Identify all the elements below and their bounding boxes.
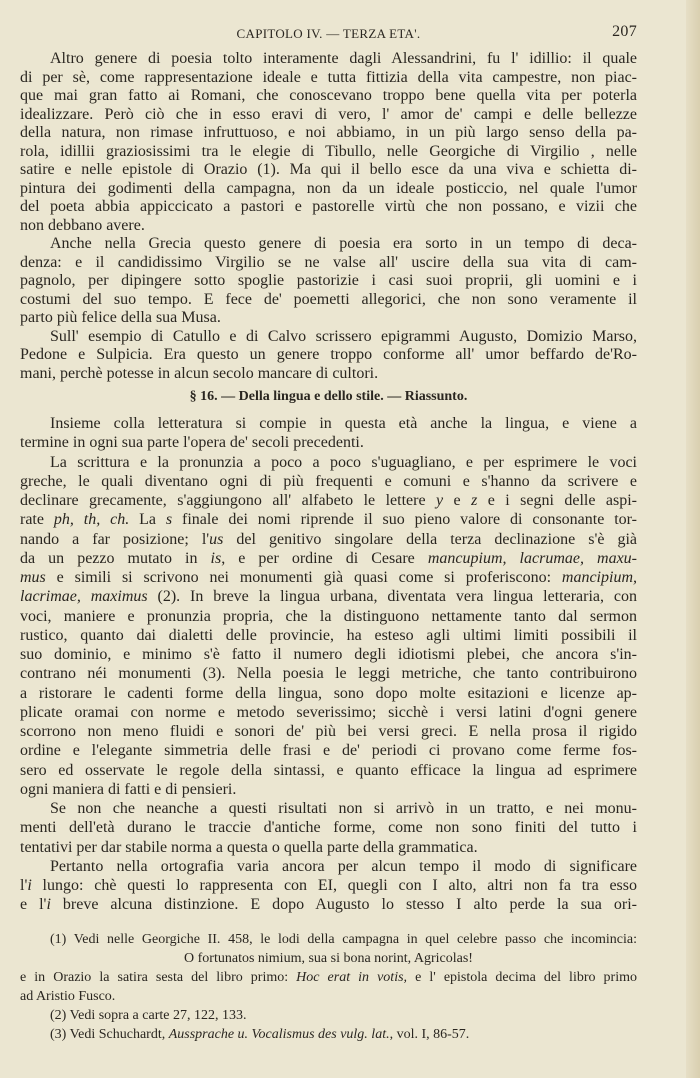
italic-text: ph, th, ch. [53, 511, 130, 529]
text-line [20, 838, 637, 857]
text-line [20, 217, 637, 236]
italic-text: is [210, 549, 222, 567]
text-line [20, 818, 637, 837]
text-run: parto più felice della sua Musa. [20, 309, 221, 326]
text-run: , vol. I, 86-57. [389, 1027, 470, 1042]
text-line [20, 50, 637, 69]
text-line [20, 895, 637, 914]
text-run: declinare grecamente, s'aggiungono all' alfabeto le lettere [20, 492, 436, 509]
body-text-top [20, 50, 637, 383]
italic-text: i [46, 896, 51, 914]
text-run: Pedone e Sulpicia. Era questo un genere troppo conforme all' umor beffardo de'Ro- [20, 346, 637, 363]
text-line [20, 722, 637, 741]
text-line [20, 235, 637, 254]
text-line [20, 198, 637, 217]
text-line [20, 433, 637, 452]
text-line [20, 549, 637, 568]
text-run: , e per ordine di Cesare [221, 549, 428, 567]
page-number: 207 [612, 23, 637, 40]
text-run: della natura, non rimase infruttuoso, e noi abbiamo, in un più largo senso della pa- [20, 124, 637, 141]
text-line [20, 568, 637, 587]
text-line [20, 254, 637, 273]
text-run: mani, perchè potesse in alcun secolo mancare di cultori. [20, 364, 379, 382]
text-run: idealizzare. Però ciò che in esso eravi di vero, l' amor de' campi e delle bellezze [20, 105, 637, 123]
text-run: contrano néi monumenti (3). Nella poesia le leggi metriche, che tanto contribuirono [20, 665, 637, 683]
italic-text: s [165, 511, 173, 529]
text-run: Anche nella Grecia questo genere di poesia era sorto in un tempo di deca- [50, 235, 637, 252]
page-header [20, 23, 637, 46]
text-run: e l' [20, 896, 47, 914]
page-edge-shadow [686, 0, 700, 1078]
text-line [20, 510, 637, 529]
italic-text: y [435, 492, 444, 509]
text-line [20, 69, 637, 88]
text-run: pintura dei godimenti della campagna, non da un ideale posticcio, nel quale l'umor [20, 179, 637, 197]
text-run: pagnolo, per dipingere sotto spoglie pastorizie i casi suoi proprii, gli uomini e i [20, 272, 637, 289]
text-run: que mai gran fatto ai Romani, che conoscevano troppo bene quella vita per poterla [20, 87, 637, 104]
text-line [20, 664, 637, 683]
text-run: satire e nelle epistole di Orazio (1). Ma qui il bello esce da una viva e schietta di- [20, 161, 637, 178]
text-run: costumi del suo tempo. E fece de' poemetti allegorici, che non sono veramente il [20, 290, 637, 308]
text-run: (3) Vedi Schuchardt, [50, 1027, 169, 1042]
text-run: menti dell'età durano le traccie d'antiche forme, come non sono finiti del tutto i [20, 819, 637, 837]
text-line [20, 761, 637, 780]
text-line [20, 453, 637, 472]
text-run: greche, le quali diventano ogni di più frequenti e comuni e s'hanno da scrivere e [20, 472, 637, 490]
text-run: Pertanto nella ortografia varia ancora per alcun tempo il modo di significare [50, 857, 637, 875]
text-line [20, 180, 637, 199]
section-heading: § 16. — Della lingua e dello stile. — Riassunto. [189, 389, 468, 404]
footnote-line [20, 1006, 637, 1025]
text-line [20, 607, 637, 626]
text-run: rustico, quanto dai dialetti delle provincie, ha esteso agli ultimi limiti possibili il [20, 626, 637, 644]
text-run: e in Orazio la satira sesta del libro primo: [20, 970, 297, 985]
italic-text: mancupium, lacrumae, maxu- [427, 549, 637, 567]
text-run: La scrittura e la pronunzia a poco a poco s'uguagliano, e per esprimere le voci [50, 453, 637, 471]
text-run: O fortunatos nimium, sua si bona norint, Agricolas! [184, 951, 473, 966]
text-line [20, 291, 637, 310]
text-line [20, 124, 637, 143]
italic-text: i [27, 877, 32, 894]
text-run: Insieme colla letteratura si compie in questa età anche la lingua, e viene a [50, 415, 637, 432]
text-run: suo dominio, e minimo s'è fatto il numero degli idiotismi plebei, che ancora s'in- [20, 646, 637, 663]
text-run: a ristorare le cadenti forme della lingua, sono dopo molte esitazioni e licenze ap- [20, 684, 637, 702]
text-run: ordine e l'elegante simmetria delle frasi e de' periodi ci provano come ferme fos- [20, 742, 637, 760]
footnote-line [20, 930, 637, 949]
text-line [20, 684, 637, 703]
text-run: da un pezzo mutato in [20, 549, 211, 567]
text-run: del poeta abbia appiccicato a pastori e pastorelle virtù che non possano, e vizii che [20, 198, 637, 215]
text-line [20, 472, 637, 491]
text-line [20, 365, 637, 384]
text-line [20, 346, 637, 365]
footnote-line [20, 968, 637, 987]
text-run: e simili si scrivono nei monumenti già quasi come si proferiscono: [45, 569, 562, 586]
text-line [20, 161, 637, 180]
text-line [20, 328, 637, 347]
body-text-section-16 [20, 414, 637, 915]
text-line [20, 857, 637, 876]
text-run: termine in ogni sua parte l'opera de' secoli precedenti. [20, 434, 364, 452]
text-run: (2) Vedi sopra a carte 27, 122, 133. [50, 1008, 247, 1023]
text-run: tentativi per dar stabile norma a questa o quella parte della grammatica. [20, 838, 478, 856]
text-run: rate [20, 511, 54, 529]
text-run: finale dei nomi riprende il suo pieno valore di consonante tor- [172, 511, 637, 529]
text-run: Sull' esempio di Catullo e di Calvo scrissero epigrammi Augusto, Domizio Marso, [50, 327, 637, 345]
text-line [20, 703, 637, 722]
italic-text: mancipium, [561, 569, 637, 586]
text-run: sero ed osservate le regole della sintassi, e quanto efficace la lingua ad esprimere [20, 761, 637, 779]
text-run: e [443, 492, 472, 509]
text-run: scorrono non meno fluidi e sonori de' più bei versi greci. E nella prosa il rigido [20, 723, 637, 740]
text-line [20, 799, 637, 818]
text-run: e l' epistola decima del libro primo [407, 970, 637, 985]
text-run: del genitivo singolare della terza declinazione s'è già [223, 530, 637, 548]
text-run: (2). In breve la lingua urbana, diventata vera lingua letteraria, con [147, 588, 637, 606]
text-line [20, 272, 637, 291]
text-line [20, 87, 637, 106]
text-run: di per sè, come rappresentazione ideale e tutta fittizia della vita campestre, non piac- [20, 68, 637, 86]
text-run: plicate oramai con norme e metodo severissimo; sicchè i versi latini d'ogni genere [20, 703, 637, 721]
text-line [20, 106, 637, 125]
text-line [20, 143, 637, 162]
text-run: voci, maniere e pronunzia propria, che la distinguono nettamente tanto dal sermon [20, 607, 637, 625]
footnote-line [20, 987, 637, 1006]
text-run: breve alcuna distinzione. E dopo Augusto lo stesso I alto perde la sua ori- [50, 896, 637, 914]
text-run: ogni maniera di fatti e di pensieri. [20, 780, 237, 798]
text-run: l' [20, 877, 28, 894]
text-run: e i segni delle aspi- [477, 492, 637, 509]
text-run: ad Aristio Fusco. [20, 989, 116, 1004]
text-run: Se non che neanche a questi risultati non si arrivò in un tratto, e nei monu- [50, 800, 637, 817]
footnotes [20, 930, 637, 1044]
footnote-line [20, 949, 637, 968]
text-run: rola, idillii graziosissimi tra le elegie di Tibullo, nelle Georgiche di Virgilio , nelle [20, 142, 637, 160]
italic-text: Aussprache u. Vocalismus des vulg. lat. [168, 1027, 390, 1042]
italic-text: lacrimae, maximus [20, 588, 148, 606]
text-run: (1) Vedi nelle Georgiche II. 458, le lodi della campagna in quel celebre passo che incomincia: [50, 932, 637, 947]
footnote-line [20, 1025, 637, 1044]
text-line [20, 780, 637, 799]
text-run: denza: e il candidissimo Virgilio se ne valse all' uscire della sua vita di cam- [20, 253, 637, 271]
text-line [20, 741, 637, 760]
italic-text: us [209, 530, 224, 548]
text-run: non debbano avere. [20, 216, 145, 234]
text-line [20, 587, 637, 606]
text-run: Altro genere di poesia tolto interamente dagli Alessandrini, fu l' idillio: il quale [50, 50, 637, 67]
running-title: CAPITOLO IV. — TERZA ETA'. [236, 26, 421, 41]
italic-text: Hoc erat in votis, [296, 970, 408, 985]
text-line [20, 876, 637, 895]
text-run: nando a far posizione; l' [20, 530, 210, 548]
italic-text: z [471, 492, 478, 509]
italic-text: mus [20, 569, 46, 586]
text-line [20, 491, 637, 510]
text-line [20, 309, 637, 328]
text-line [20, 530, 637, 549]
text-run: lungo: chè questi lo rappresenta con EI, quegli con I alto, altri non fa tra esso [31, 877, 637, 894]
text-line [20, 414, 637, 433]
text-line [20, 626, 637, 645]
text-line [20, 645, 637, 664]
text-run: La [129, 511, 166, 529]
